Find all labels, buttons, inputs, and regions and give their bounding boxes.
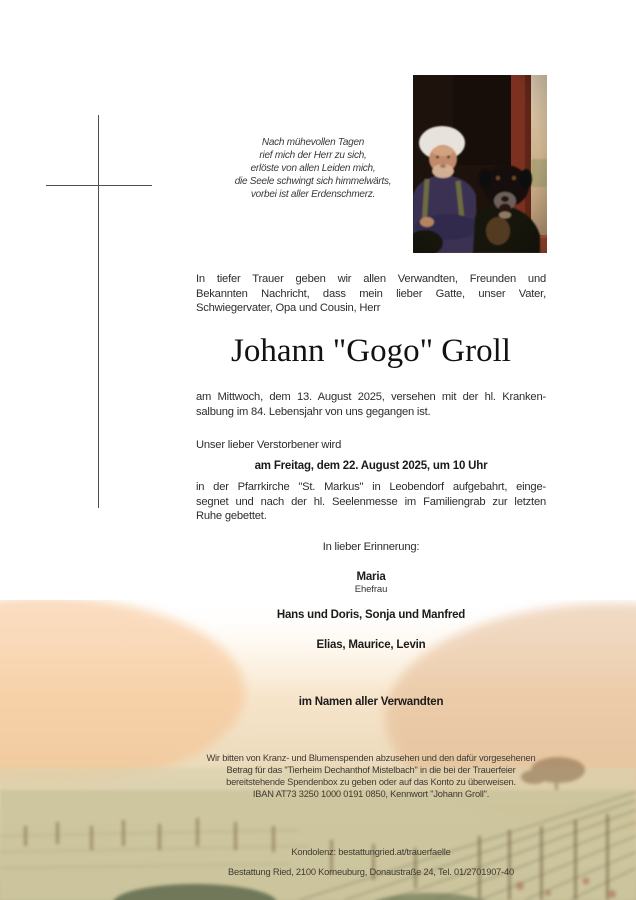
donation-line: Wir bitten von Kranz- und Blumenspenden abzusehen und den dafür vorgesehenen [206,753,536,763]
verse-line: rief mich der Herr zu sich, [259,150,367,161]
verse-line: die Seele schwingt sich himmelwärts, [234,176,392,187]
death-details [196,390,546,419]
donation-line: Betrag für das "Tierheim Dechanthof Mistelbach" in die bei der Trauerfeier [226,765,516,775]
mourner-grandchildren: Elias, Maurice, Levin [316,639,426,651]
death-line: salbung im 84. Lebensjahr von uns gegangen ist. [196,405,431,418]
location-line: Ruhe gebettet. [196,510,267,523]
mourner-wife: Maria [356,571,386,583]
funeral-location [196,480,546,524]
funeral-datetime: am Freitag, dem 22. August 2025, um 10 Uhr [254,460,488,472]
funeral-home-info: Bestattung Ried, 2100 Korneuburg, Donaustraße 24, Tel. 01/2701907-40 [227,867,514,877]
intro-line: Bekannten Nachricht, dass mein lieber Gatte, unser Vater, [196,287,546,300]
deceased-photo [413,75,547,253]
donation-line: bereitstehende Spendenbox zu geben oder auf das Konto zu überweisen. [226,777,516,787]
location-line: segnet und nach der hl. Seelenmesse im Familiengrab zur letzten [196,495,546,508]
mourner-children: Hans und Doris, Sonja und Manfred [276,609,466,621]
donation-note [166,752,576,800]
intro-line: Schwiegervater, Opa und Cousin, Herr [196,302,381,315]
intro-paragraph [196,272,546,316]
cross-icon [98,115,99,508]
funeral-intro: Unser lieber Verstorbener wird [196,439,342,451]
mourner-relatives: im Namen aller Verwandten [298,696,444,708]
location-line: in der Pfarrkirche "St. Markus" in Leobendorf aufgebahrt, einge- [196,481,546,493]
verse-line: Nach mühevollen Tagen [261,137,365,148]
intro-line: In tiefer Trauer geben wir allen Verwandten, Freunden und [196,273,546,285]
condolence-link-text: Kondolenz: bestattungried.at/trauerfaelle [291,847,451,857]
remembrance-heading: In lieber Erinnerung: [322,541,420,553]
death-line: am Mittwoch, dem 13. August 2025, versehen mit der hl. Kranken- [196,391,546,403]
deceased-name: Johann "Gogo" Groll [231,333,511,369]
verse-line: erlöste von allen Leiden mich, [250,163,376,174]
verse-line: vorbei ist aller Erdenschmerz. [250,189,376,200]
mourner-wife-role: Ehefrau [354,584,388,595]
donation-line: IBAN AT73 3250 1000 0191 0850, Kennwort "Johann Groll". [252,789,490,799]
